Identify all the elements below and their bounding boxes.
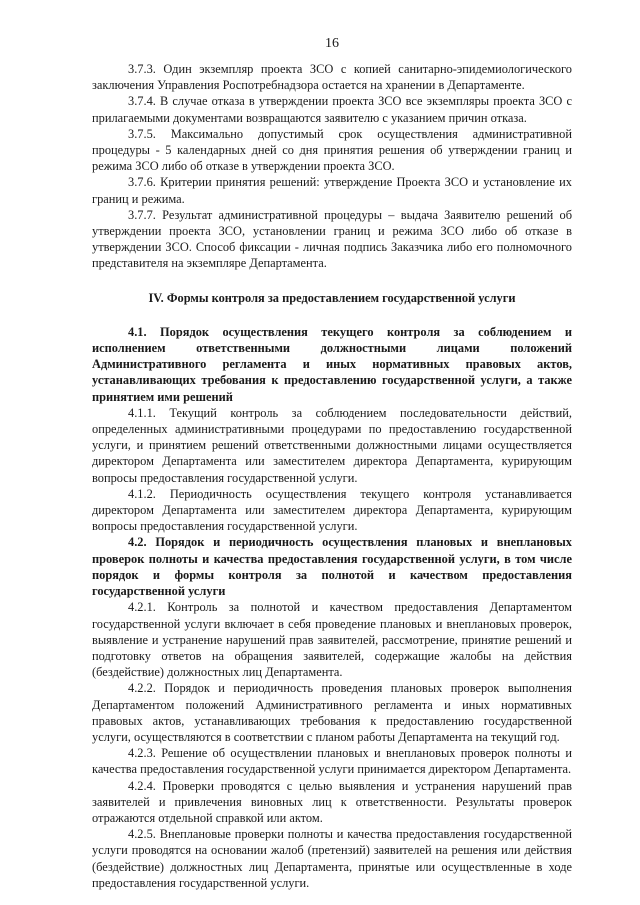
- paragraph-4-2-1: 4.2.1. Контроль за полнотой и качеством предоставления Департаментом государственной услуги включает в себя проведение плановых и внеплановых проверок, выявление и устранение нарушений прав заявителей, рассмотрение, принятие решений и подготовку ответов на обращения заявителей, содержащие жалобы на действия (бездействие) должностных лиц Департамента.: [92, 600, 572, 680]
- paragraph-4-2-5: 4.2.5. Внеплановые проверки полноты и качества предоставления государственной услуги проводятся на основании жалоб (претензий) заявителей на решения или действия (бездействие) должностных лиц Департамента, принятые или осуществленные в ходе предоставления государственной услуги.: [92, 827, 572, 890]
- heading-4-1: 4.1. Порядок осуществления текущего контроля за соблюдением и исполнением ответственными должностными лицами положений Административного регламента и иных нормативных правовых актов, устанавливающих требования к предоставлению государственной услуги, а также принятием ими решений: [92, 324, 572, 404]
- paragraph-3-7-6: 3.7.6. Критерии принятия решений: утверждение Проекта ЗСО и установление их границ и режима.: [92, 175, 572, 206]
- paragraph-4-1-2: 4.1.2. Периодичность осуществления текущего контроля устанавливается директором Департамента или заместителем директора Департамента, курирующим вопросы предоставления государственной услуги.: [92, 486, 572, 534]
- paragraph-4-2-4: 4.2.4. Проверки проводятся с целью выявления и устранения нарушений прав заявителей и привлечения виновных лиц к ответственности. Результаты проверок отражаются отдельной справкой или актом.: [92, 778, 572, 825]
- section-title: IV. Формы контроля за предоставлением государственной услуги: [148, 290, 516, 305]
- paragraph-3-7-7: 3.7.7. Результат административной процедуры – выдача Заявителю решений об утверждении проекта ЗСО, установлении границ и режима ЗСО либо об отказе в утверждении ЗСО. Способ фиксации - личная подпись Заказчика либо его полномочного представителя на экземпляре Департамента.: [92, 207, 572, 271]
- paragraph-3-7-3: 3.7.3. Один экземпляр проекта ЗСО с копией санитарно-эпидемиологического заключения Управления Роспотребнадзора остается на хранении в Департаменте.: [92, 62, 572, 93]
- heading-4-2: 4.2. Порядок и периодичность осуществления плановых и внеплановых проверок полноты и качества предоставления государственной услуги, в том числе порядок и формы контроля за полнотой и качеством предоставления государственной услуги: [92, 535, 572, 599]
- paragraph-3-7-5: 3.7.5. Максимально допустимый срок осуществления административной процедуры - 5 календарных дней со дня принятия решения об утверждении границ и режима ЗСО либо об отказе в утверждении проекта ЗСО.: [92, 126, 572, 174]
- paragraph-4-1-1: 4.1.1. Текущий контроль за соблюдением последовательности действий, определенных административными процедурами по предоставлению государственной услуги, и принятием решений ответственными должностными лицами осуществляется директором Департамента или заместителем директора Департамента, курирующим вопросы предоставления государственной услуги.: [92, 405, 572, 485]
- paragraph-3-7-4: 3.7.4. В случае отказа в утверждении проекта ЗСО все экземпляры проекта ЗСО с прилагаемыми документами возвращаются заявителю с указанием причин отказа.: [92, 94, 572, 125]
- page-number: 16: [325, 36, 339, 51]
- paragraph-4-2-2: 4.2.2. Порядок и периодичность проведения плановых проверок выполнения Департаментом положений Административного регламента и иных нормативных правовых актов, устанавливающих требования к предоставлению государственной услуги, осуществляются в соответствии с планом работы Департамента на текущий год.: [92, 681, 572, 744]
- paragraph-4-2-3: 4.2.3. Решение об осуществлении плановых и внеплановых проверок полноты и качества предоставления государственной услуги принимается директором Департамента.: [92, 746, 572, 777]
